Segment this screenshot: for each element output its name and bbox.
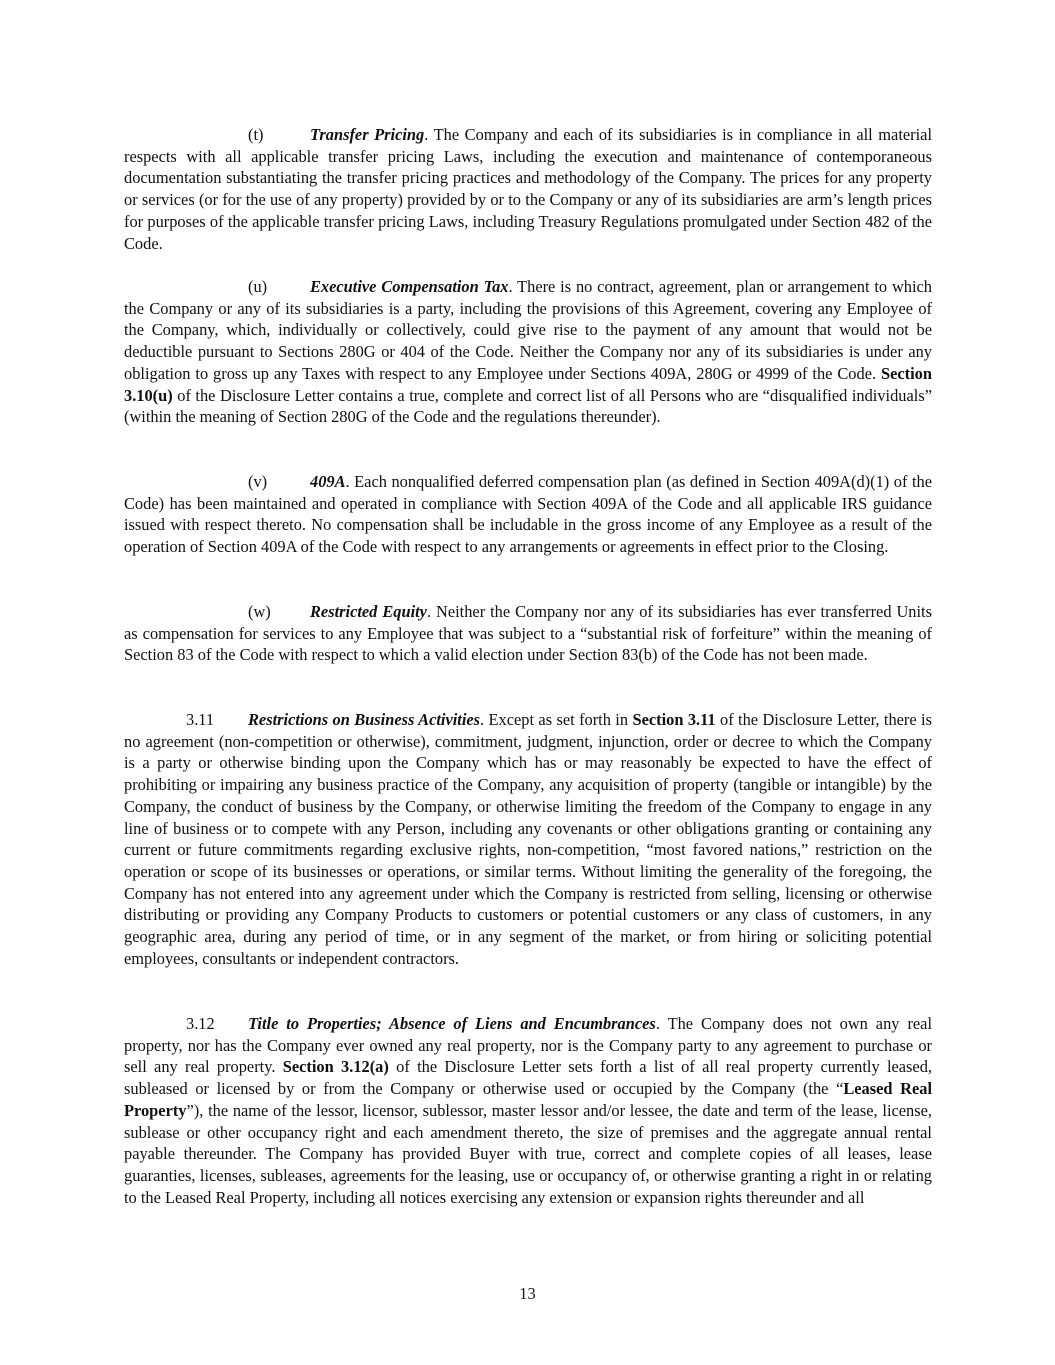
paragraph-text: of the Disclosure Letter, there is no agreement (non-competition or otherwise), commitment, judgment, injunction, order or decree to which the Company is a party or otherwise binding upon the Company which has or may reasonably be expected to have the effect of prohibiting or impairing any business practice of the Company, any acquisition of property (tangible or intangible) by the Company, the conduct of business by the Company, or otherwise limiting the freedom of the Company to engage in any line of business or to compete with any Person, including any covenants or other obligations granting or containing any current or future commitments regarding exclusive rights, non-competition, “most favored nations,” restriction on the operation or scope of its businesses or operations, or similar terms. Without limiting the generality of the foregoing, the Company has not entered into any agreement under which the Company is restricted from selling, licensing or otherwise distributing or providing any Company Products to customers or potential customers or any class of customers, in any geographic area, during any period of time, or in any segment of the market, or from hiring or soliciting potential employees, consultants or independent contractors. [124, 710, 932, 968]
paragraph-u [124, 276, 932, 428]
paragraph-v [124, 471, 932, 558]
paragraph-text: of the Disclosure Letter contains a true, complete and correct list of all Persons who are “disqualified individuals” (within the meaning of Section 280G of the Code and the regulations thereunder). [124, 385, 932, 427]
paragraph-heading: Transfer Pricing [310, 125, 425, 144]
paragraph-heading: 409A [310, 472, 346, 491]
paragraph-number: (v) [248, 472, 268, 491]
paragraph-text: . Neither the Company nor any of its subsidiaries has ever transferred Units as compensation for services to any Employee that was subject to a “substantial risk of forfeiture” within the meaning of Section 83 of the Code with respect to which a valid election under Section 83(b) of the Code has not been made. [124, 602, 932, 665]
section-reference: Section 3.11 [632, 710, 716, 729]
paragraph-text: . Each nonqualified deferred compensation plan (as defined in Section 409A(d)(1) of the Code) has been maintained and operated in compliance with Section 409A of the Code and all applicable IRS guidance issued with respect thereto. No compensation shall be includable in the gross income of any Employee as a result of the operation of Section 409A of the Code with respect to any arrangements or agreements in effect prior to the Closing. [124, 472, 932, 557]
section-number: 3.12 [186, 1014, 215, 1033]
section-reference: Section 3.12(a) [282, 1057, 389, 1077]
paragraph-number: (w) [248, 602, 271, 621]
section-heading: Title to Properties; Absence of Liens and Encumbrances [248, 1014, 656, 1033]
paragraph-text: of the Disclosure Letter sets forth a list of all real property currently leased, subleased or licensed by or from the Company or otherwise used or occupied by the Company (the “ [124, 1057, 932, 1099]
paragraph-heading: Restricted Equity [310, 602, 427, 621]
paragraph-number: (t) [248, 125, 264, 144]
section-heading: Restrictions on Business Activities [248, 710, 481, 729]
section-3-12 [124, 1013, 932, 1208]
paragraph-heading: Executive Compensation Tax [310, 277, 509, 296]
section-3-11 [124, 709, 932, 969]
paragraph-text: . The Company and each of its subsidiaries is in compliance in all material respects with all applicable transfer pricing Laws, including the execution and maintenance of contemporaneous documentation substantiating the transfer pricing practices and methodology of the Company. The prices for any property or services (or for the use of any property) provided by or to the Company or any of its subsidiaries are arm’s length prices for purposes of the applicable transfer pricing Laws, including Treasury Regulations promulgated under Section 482 of the Code. [124, 125, 933, 253]
section-number: 3.11 [186, 710, 215, 729]
paragraph-text: . Except as set forth in [480, 710, 633, 729]
paragraph-t [124, 124, 932, 254]
paragraph-text: . There is no contract, agreement, plan or arrangement to which the Company or any of its subsidiaries is a party, including the provisions of this Agreement, covering any Employee of the Company, which, individually or collectively, could give rise to the payment of any amount that would not be deductible pursuant to Sections 280G or 404 of the Code. Neither the Company nor any of its subsidiaries is under any obligation to gross up any Taxes with respect to any Employee under Sections 409A, 280G or 4999 of the Code. [124, 277, 932, 383]
page-number: 13 [519, 1284, 536, 1303]
paragraph-w [124, 601, 932, 666]
defined-term: Leased Real Property [124, 1079, 932, 1120]
section-reference: Section 3.10(u) [124, 363, 932, 405]
paragraph-text: . The Company does not own any real property, nor has the Company ever owned any real property, nor is the Company party to any agreement to purchase or sell any real property. [124, 1014, 933, 1077]
paragraph-text: ”), the name of the lessor, licensor, sublessor, master lessor and/or lessee, the date and term of the lease, license, sublease or other occupancy right and each amendment thereto, the size of premises and the aggregate annual rental payable thereunder. The Company has provided Buyer with true, correct and complete copies of all leases, lease guaranties, licenses, subleases, agreements for the leasing, use or occupancy of, or otherwise granting a right in or relating to the Leased Real Property, including all notices exercising any extension or expansion rights thereunder and all [124, 1100, 932, 1207]
paragraph-number: (u) [248, 277, 268, 296]
